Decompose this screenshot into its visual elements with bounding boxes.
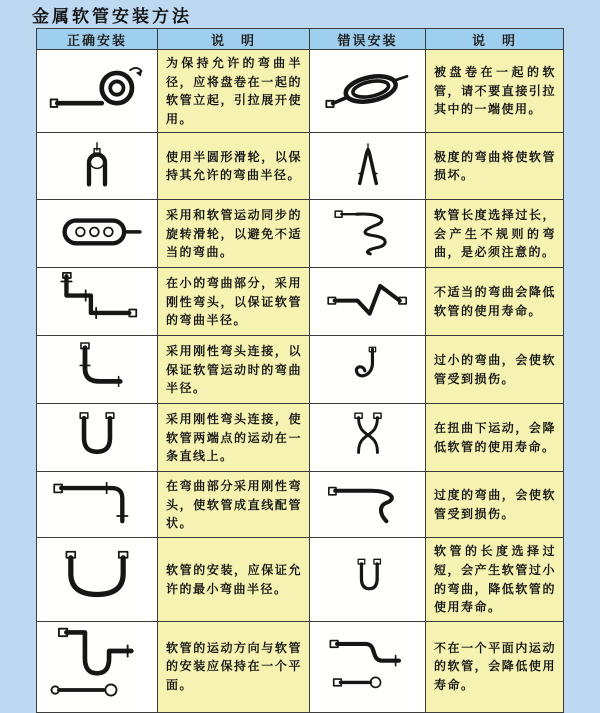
correct-image-cell xyxy=(37,538,158,621)
table-row xyxy=(37,200,564,268)
wrong-desc: 软管长度选择过长，会产生不规则的弯曲，是必须注意的。 xyxy=(426,200,564,268)
correct-desc: 采用刚性弯头连接，使软管两端点的运动在一条直线上。 xyxy=(158,404,310,472)
correct-image-cell xyxy=(37,404,158,472)
correct-desc: 在弯曲部分采用刚性弯头，使软管成直线配管状。 xyxy=(158,472,310,538)
elbow-connection-hose-icon xyxy=(53,338,141,396)
correct-image-cell xyxy=(37,336,158,404)
header-correct-install: 正确安装 xyxy=(37,29,158,50)
correct-desc: 在小的弯曲部分，采用刚性弯头，以保证软管的弯曲半径。 xyxy=(158,268,310,336)
table-row xyxy=(37,472,564,538)
wrong-image-cell xyxy=(310,621,426,712)
correct-image-cell xyxy=(37,200,158,268)
wrong-desc: 被盘卷在一起的软管，请不要直接引拉其中的一端使用。 xyxy=(426,50,564,133)
correct-desc: 采用刚性弯头连接，以保证软管运动时的弯曲半径。 xyxy=(158,336,310,404)
correct-image-cell xyxy=(37,621,158,712)
wrong-image-cell xyxy=(310,538,426,621)
header-correct-desc: 说 明 xyxy=(158,29,310,50)
table-row xyxy=(37,621,564,712)
irregular-loop-hose-icon xyxy=(326,201,410,261)
wrong-desc: 不适当的弯曲会降低软管的使用寿命。 xyxy=(426,268,564,336)
twisted-u-hose-icon xyxy=(328,405,408,465)
header-wrong-install: 错误安装 xyxy=(310,29,426,50)
in-plane-trap-routing-icon xyxy=(45,625,149,703)
table-row xyxy=(37,538,564,621)
wrong-desc: 极度的弯曲将使软管损坏。 xyxy=(426,133,564,200)
rotating-roller-track-icon xyxy=(45,203,149,259)
table-row xyxy=(37,404,564,472)
wrong-image-cell xyxy=(310,268,426,336)
table-row xyxy=(37,336,564,404)
wrong-image-cell xyxy=(310,50,426,133)
straight-run-elbow-icon xyxy=(49,474,145,530)
sharp-kink-hang-icon xyxy=(330,134,406,194)
page-title: 金属软管安装方法 xyxy=(32,7,192,26)
header-wrong-desc: 说 明 xyxy=(426,29,564,50)
wrong-desc: 过小的弯曲，会使软管受到损伤。 xyxy=(426,336,564,404)
wrong-desc: 过度的弯曲，会使软管受到损伤。 xyxy=(426,472,564,538)
correct-image-cell xyxy=(37,472,158,538)
table-row xyxy=(37,268,564,336)
u-shape-aligned-ends-icon xyxy=(55,405,139,465)
wrong-image-cell xyxy=(310,404,426,472)
coiled-hose-pulled-end-icon xyxy=(318,60,418,118)
rigid-elbow-piping-icon xyxy=(49,270,145,328)
wrong-image-cell xyxy=(310,472,426,538)
table-row xyxy=(37,133,564,200)
wrong-image-cell xyxy=(310,133,426,200)
correct-image-cell xyxy=(37,133,158,200)
out-of-plane-routing-icon xyxy=(322,625,414,703)
tight-hook-bend-icon xyxy=(333,337,403,397)
wrong-image-cell xyxy=(310,200,426,268)
narrow-u-bend-icon xyxy=(332,550,404,604)
table-row xyxy=(37,50,564,133)
correct-image-cell xyxy=(37,268,158,336)
wide-u-bend-icon xyxy=(49,548,145,606)
wrong-desc: 在扭曲下运动，会降低软管的使用寿命。 xyxy=(426,404,564,472)
correct-desc: 采用和软管运动同步的旋转滑轮，以避免不适当的弯曲。 xyxy=(158,200,310,268)
correct-desc: 软管的运动方向与软管的安装应保持在一个平面。 xyxy=(158,621,310,712)
wrong-desc: 软管的长度选择过短，会产生软管过小的弯曲，降低软管的使用寿命。 xyxy=(426,538,564,621)
improper-sharp-bend-icon xyxy=(322,273,414,325)
correct-desc: 使用半圆形滑轮，以保持其允许的弯曲半径。 xyxy=(158,133,310,200)
correct-desc: 为保持允许的弯曲半径，应将盘卷在一起的软管立起，引拉展开使用。 xyxy=(158,50,310,133)
wrong-image-cell xyxy=(310,336,426,404)
semicircular-pulley-hose-icon xyxy=(57,134,137,194)
table-header-row xyxy=(37,29,564,50)
overbent-corner-icon xyxy=(324,474,412,530)
correct-image-cell xyxy=(37,50,158,133)
correct-desc: 软管的安装，应保证允许的最小弯曲半径。 xyxy=(158,538,310,621)
wrong-desc: 不在一个平面内运动的软管，会降低使用寿命。 xyxy=(426,621,564,712)
hose-installation-table xyxy=(36,28,564,713)
uncoiled-hose-lead-out-icon xyxy=(45,58,149,120)
